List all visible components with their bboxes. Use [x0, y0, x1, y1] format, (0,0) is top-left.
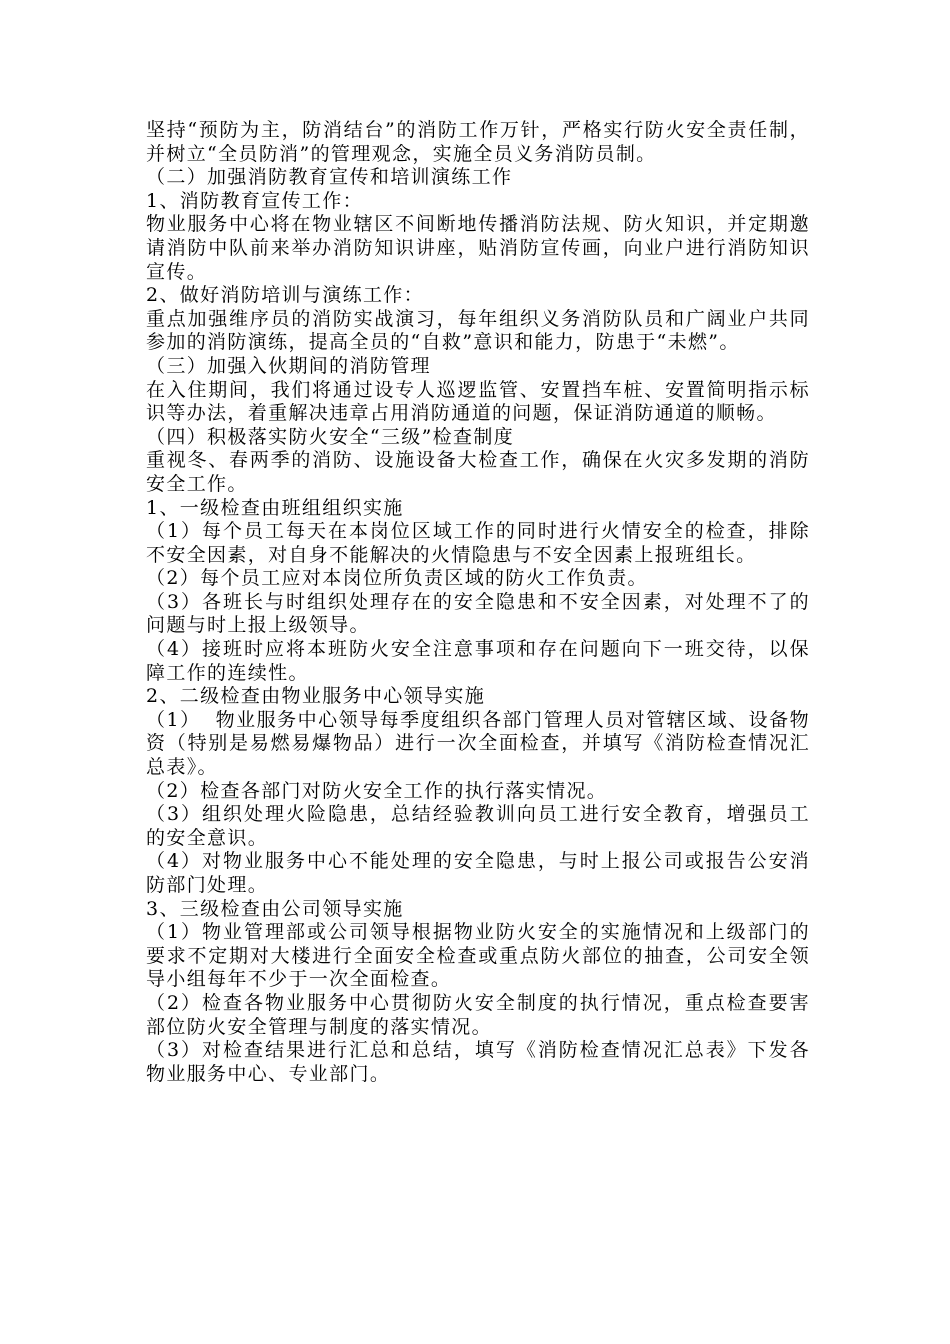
list-item-level-three-3: （3）对检查结果进行汇总和总结，填写《消防检查情况汇总表》下发各物业服务中心、专业部门。 — [146, 1039, 810, 1085]
paragraph-seasonal-inspection: 重视冬、春两季的消防、设施设备大检查工作，确保在火灾多发期的消防安全工作。 — [146, 449, 810, 495]
list-item-level-two-1: （1） 物业服务中心领导每季度组织各部门管理人员对管辖区域、设备物资（特别是易燃易爆物品）进行一次全面检查，并填写《消防检查情况汇总表》。 — [146, 708, 810, 779]
list-item-level-two-2: （2）检查各部门对防火安全工作的执行落实情况。 — [146, 779, 608, 802]
list-item-level-one-4: （4）接班时应将本班防火安全注意事项和存在问题向下一班交待，以保障工作的连续性。 — [146, 638, 810, 684]
subheading-level-three: 3、三级检查由公司领导实施 — [146, 897, 404, 920]
list-item-level-one-2: （2）每个员工应对本岗位所负责区域的防火工作负责。 — [146, 567, 648, 590]
heading-education-training: （二）加强消防教育宣传和培训演练工作 — [146, 166, 513, 189]
list-item-level-three-1: （1）物业管理部或公司领导根据物业防火安全的实施情况和上级部门的要求不定期对大楼进行全面安全检查或重点防火部位的抽查，公司安全领导小组每年不少于一次全面检查。 — [146, 921, 810, 991]
paragraph-move-in: 在入住期间，我们将通过设专人巡逻监管、安置挡车桩、安置简明指示标识等办法，着重解决违章占用消防通道的问题，保证消防通道的顺畅。 — [146, 378, 810, 425]
heading-three-level-inspection: （四）积极落实防火安全“三级”检查制度 — [146, 425, 515, 448]
document-page — [146, 119, 810, 1086]
heading-move-in-management: （三）加强入伙期间的消防管理 — [146, 354, 431, 377]
list-item-level-three-2: （2）检查各物业服务中心贯彻防火安全制度的执行情况，重点检查要害部位防火安全管理与制度的落实情况。 — [146, 991, 810, 1038]
list-item-level-one-3: （3）各班长与时组织处理存在的安全隐患和不安全因素，对处理不了的问题与时上报上级领导。 — [146, 590, 810, 637]
paragraph-fire-policy: 坚持“预防为主，防消结台”的消防工作万针，严格实行防火安全责任制，并树立“全员防消”的管理观念，实施全员义务消防员制。 — [146, 119, 810, 165]
subheading-education: 1、消防教育宣传工作： — [146, 189, 363, 212]
subheading-level-one: 1、一级检查由班组组织实施 — [146, 496, 404, 519]
list-item-level-two-4: （4）对物业服务中心不能处理的安全隐患，与时上报公司或报告公安消防部门处理。 — [146, 850, 810, 896]
subheading-training: 2、做好消防培训与演练工作： — [146, 284, 424, 307]
list-item-level-two-3: （3）组织处理火险隐患，总结经验教训向员工进行安全教育，增强员工的安全意识。 — [146, 803, 810, 849]
list-item-level-one-1: （1）每个员工每天在本岗位区域工作的同时进行火情安全的检查，排除不安全因素，对自身不能解决的火情隐患与不安全因素上报班组长。 — [146, 520, 810, 566]
paragraph-education: 物业服务中心将在物业辖区不间断地传播消防法规、防火知识，并定期邀请消防中队前来举办消防知识讲座，贴消防宣传画，向业户进行消防知识宣传。 — [146, 213, 810, 283]
subheading-level-two: 2、二级检查由物业服务中心领导实施 — [146, 685, 486, 708]
paragraph-training: 重点加强维序员的消防实战演习，每年组织义务消防队员和广阔业户共同参加的消防演练，提高全员的“自救”意识和能力，防患于“未燃”。 — [146, 307, 810, 354]
